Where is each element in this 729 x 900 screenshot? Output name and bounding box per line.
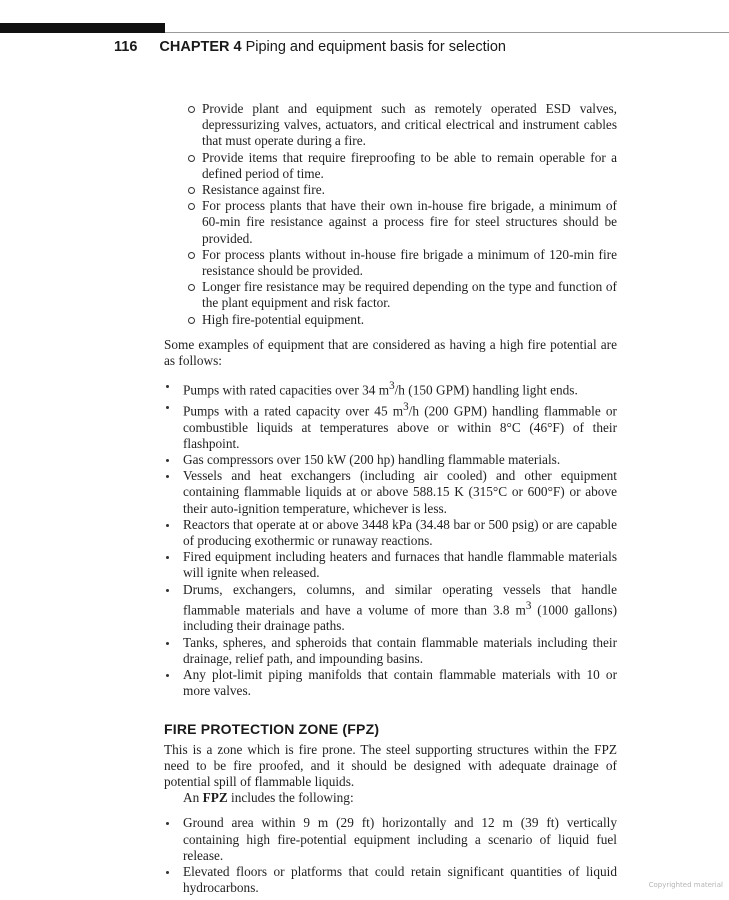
list-item: Longer fire resistance may be required depending on the type and function of the plant equipment and risk factor.	[183, 279, 617, 311]
running-title: Piping and equipment basis for selection	[245, 39, 506, 55]
chapter-label: CHAPTER 4	[159, 39, 242, 55]
list-item: Resistance against fire.	[183, 182, 617, 198]
list-item: High fire-potential equipment.	[183, 312, 617, 328]
list-item: Tanks, spheres, and spheroids that contain flammable materials including their drainage, relief path, and impounding basins.	[164, 635, 617, 667]
fpz-includes-line: An FPZ includes the following:	[183, 790, 354, 806]
list-item: Drums, exchangers, columns, and similar operating vessels that handle flammable materials and have a volume of more than 3.8 $m^3$ (1000 gallons) including their drainage paths.	[164, 582, 617, 635]
fpz-list	[164, 815, 617, 896]
list-item: Ground area within 9 m (29 ft) horizontally and 12 m (39 ft) vertically containing high fire-potential equipment including a scenario of liquid fuel release.	[164, 815, 617, 864]
examples-list	[164, 378, 617, 699]
list-item: For process plants without in-house fire brigade a minimum of 120-min fire resistance should be provided.	[183, 247, 617, 279]
list-item: Fired equipment including heaters and furnaces that handle flammable materials will ignite when released.	[164, 549, 617, 581]
header-rule-line	[165, 32, 729, 33]
list-item: Provide plant and equipment such as remotely operated ESD valves, depressurizing valves, actuators, and critical electrical and instrument cables that must operate during a fire.	[183, 101, 617, 150]
page-number: 116	[114, 39, 138, 55]
list-item: Elevated floors or platforms that could retain significant quantities of liquid hydrocarbons.	[164, 864, 617, 896]
page-body	[164, 101, 617, 896]
header-rule-bar	[0, 23, 165, 33]
copyright-notice: Copyrighted material	[648, 881, 723, 889]
list-item: Any plot-limit piping manifolds that contain flammable materials with 10 or more valves.	[164, 667, 617, 699]
list-item: For process plants that have their own in-house fire brigade, a minimum of 60-min fire resistance against a process fire for steel structures should be provided.	[183, 198, 617, 247]
fpz-paragraph: This is a zone which is fire prone. The steel supporting structures within the FPZ need to be fire proofed, and it should be designed with adequate drainage of potential spill of flammable liquids.	[164, 741, 617, 789]
list-item: Gas compressors over 150 kW (200 hp) handling flammable materials.	[164, 452, 617, 468]
section-heading: FIRE PROTECTION ZONE (FPZ)	[164, 721, 380, 738]
examples-intro: Some examples of equipment that are considered as having a high fire potential are as follows:	[164, 336, 617, 369]
list-item: Vessels and heat exchangers (including air cooled) and other equipment containing flammable liquids at or above 588.15 K (315°C or 600°F) or above their auto-ignition temperature, whichever is less.	[164, 468, 617, 517]
list-item: Reactors that operate at or above 3448 kPa (34.48 bar or 500 psig) or are capable of producing exothermic or runaway reactions.	[164, 517, 617, 549]
circle-bullet-list	[183, 101, 617, 328]
running-header	[114, 39, 506, 55]
list-item: Provide items that require fireproofing to be able to remain operable for a defined period of time.	[183, 150, 617, 182]
list-item: Pumps with a rated capacity over 45 $m^3/h$ (200 GPM) handling flammable or combustible liquids at temperatures above or within 8°C (46°F) of their flashpoint.	[164, 399, 617, 452]
list-item: Pumps with rated capacities over 34 $m^3/h$ (150 GPM) handling light ends.	[164, 378, 617, 399]
